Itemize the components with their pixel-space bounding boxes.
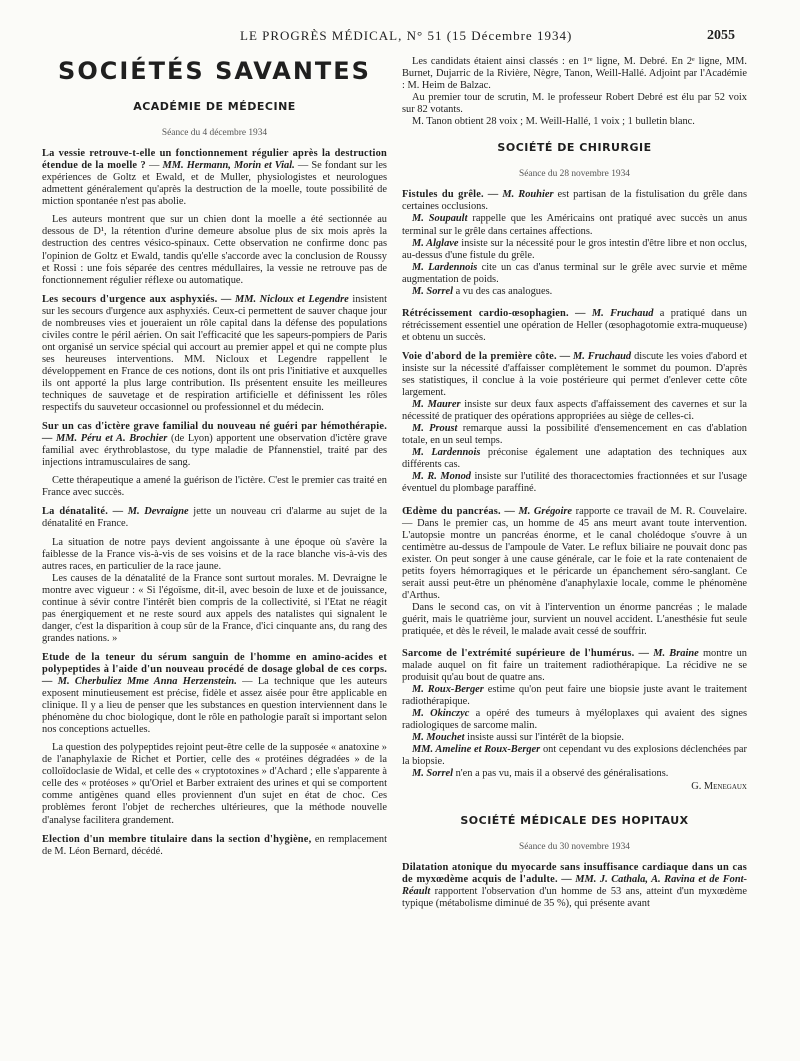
article-authors: M. Roux-Berger xyxy=(412,684,484,696)
article-authors: — M. Fruchaud xyxy=(568,307,654,319)
article-text: (de Lyon) apportent une observation d'ictère grave familial avec érythroblastose, du type maladie de Pfannenstiel, traité par des injections intramusculaires de sang. xyxy=(42,433,388,469)
article-text: préconise également une adaptation des techniques aux différents cas. xyxy=(402,447,747,471)
article-text: insiste sur l'utilité des thoracectomies fractionnées et sur l'usage éventuel du plombage paraffiné. xyxy=(402,471,747,495)
article-election xyxy=(42,834,387,858)
right-column xyxy=(402,56,747,916)
article-dilatation-myocarde xyxy=(402,862,747,910)
paragraph xyxy=(402,262,747,286)
article-title: La dénatalité. xyxy=(42,506,109,518)
article-sarcome xyxy=(402,648,747,684)
article-authors: — M. Grégoire xyxy=(500,505,573,517)
article-text: est partisan de la fistulisation du grêle dans certaines occlusions. xyxy=(402,189,747,213)
article-authors: — M. Fruchaud xyxy=(556,350,632,362)
article-text: insiste sur deux faux aspects d'affaissement des cavernes et sur la nécessité de pratiquer des opérations appropriées au siège de celles-ci. xyxy=(402,399,747,423)
article-text: remarque aussi la possibilité d'ensemencement en cas d'ablation totale, en un seul temps. xyxy=(402,423,747,447)
article-authors: — M. Cherbuliez Mme Anna Herzenstein. xyxy=(42,676,237,688)
article-text: cite un cas d'anus terminal sur le grêle avec survie et même augmentation de poids. xyxy=(402,261,748,285)
article-authors: M. Lardennois xyxy=(412,261,478,273)
article-authors: M. R. Monod xyxy=(412,471,471,483)
article-title: Voie d'abord de la première côte. xyxy=(402,350,557,362)
article-text: a opéré des tumeurs à myéloplaxes qui avaient des signes radiologiques de sarcome malin. xyxy=(402,708,747,732)
article-authors: M. Mouchet xyxy=(412,732,465,744)
running-header xyxy=(0,28,800,46)
article-text: rapporte ce travail de M. R. Couvelaire. — Dans le premier cas, un homme de 45 ans meurt avant toute intervention. L'autopsie montre un pancréas énorme, et le canal cholédoque s'ouvre à un centimètre au-dessus de l'ampoule de Vater. Le reflux biliaire ne pouvait donc pas exister. On peut songer à une cause générale, car le foie et la rate contenaient de petits foyers hémorragiques et le péricarde un épanchement séro-sanglant. Ce serait aussi peut-être un phénomène d'anaphylaxie locale, comme le phénomène d'Arthus. xyxy=(402,505,748,601)
page-number: 2055 xyxy=(707,28,735,43)
paragraph xyxy=(402,744,747,768)
article-text: — La technique que les auteurs exposent minutieusement est précise, fidèle et assez aisée pour être applicable en clinique. Il y a lieu de penser que les substances en question interviennent dans le phénomène du choc biologique, dont le rôle en pathologie paraît si important selon nos conceptions actuelles. xyxy=(42,676,387,736)
signature: G. Menegaux xyxy=(691,780,747,792)
article-title: Etude de la teneur du sérum sanguin de l'homme en amino-acides et polypeptides à l'aide d'un nouveau procédé de dosage global de ces corps. xyxy=(42,651,387,675)
article-authors: M. Maurer xyxy=(412,399,461,411)
article-authors: M. Sorrel xyxy=(412,285,453,297)
journal-title: LE PROGRÈS MÉDICAL, N° 51 (15 Décembre 1934) xyxy=(240,28,573,43)
article-title: Fistules du grêle. xyxy=(402,189,484,201)
article-premiere-cote xyxy=(402,351,747,399)
article-title: Œdème du pancréas. xyxy=(402,505,501,517)
article-text: insiste sur la nécessité pour le gros intestin d'être libre et non occlus, au-dessus d'une fistule du grêle. xyxy=(402,237,748,261)
article-serum xyxy=(42,652,387,736)
article-title: Rétrécissement cardio-œsophagien. xyxy=(402,307,569,319)
article-authors: M. Lardennois xyxy=(412,447,481,459)
article-denatalite xyxy=(42,506,387,530)
article-vessie xyxy=(42,148,387,208)
article-ictere xyxy=(42,421,387,469)
article-title: Dilatation atonique du myocarde sans insuffisance cardiaque dans un cas de myxœdème acquis de l'adulte. xyxy=(402,861,747,885)
article-authors: — MM. Nicloux et Legendre xyxy=(217,293,349,305)
session-date: Séance du 4 décembre 1934 xyxy=(161,128,268,139)
article-authors: — M. Braine xyxy=(634,648,699,660)
paragraph: Les candidats étaient ainsi classés : en 1ʳᵉ ligne, M. Debré. En 2ᵉ ligne, MM. Burnet, Dujarric de la Rivière, Nègre, Tanon, Weill-Hallé. Adjoint par l'Académie : M. Heim de Balzac. xyxy=(402,56,747,92)
session-date: Séance du 30 novembre 1934 xyxy=(519,841,630,852)
article-text: n'en a pas vu, mais il a observé des généralisations. xyxy=(453,768,669,780)
paragraph xyxy=(402,768,747,780)
article-authors: — M. Devraigne xyxy=(108,506,189,518)
paragraph xyxy=(402,423,747,447)
article-retrecissement xyxy=(402,308,747,344)
paragraph xyxy=(402,471,747,495)
page-title: SOCIÉTÉS SAVANTES xyxy=(58,57,371,85)
article-authors: — MM. J. Cathala, A. Ravina et de Font-Réault xyxy=(402,873,747,897)
paragraph xyxy=(402,447,747,471)
article-authors: MM. Hermann, Morin et Vial. xyxy=(162,160,295,172)
section-title-chirurgie: SOCIÉTÉ DE CHIRURGIE xyxy=(497,141,652,155)
article-text: insiste aussi sur l'intérêt de la biopsie. xyxy=(464,732,624,744)
article-text: ont cependant vu des explosions déclenchées par la biopsie. xyxy=(402,744,747,768)
article-text: montre un malade auquel on fit faire un traitement radiothérapique. La récidive ne se produisit qu'au bout de quatre ans. xyxy=(402,648,747,684)
article-title: Sur un cas d'ictère grave familial du nouveau né guéri par hémothérapie. xyxy=(42,421,387,433)
article-title: Election d'un membre titulaire dans la section d'hygiène, xyxy=(42,833,312,845)
article-oedeme-pancreas xyxy=(402,506,747,602)
paragraph xyxy=(402,399,747,423)
article-text: — Se fondant sur les expériences de Goltz et Ewald, et de Muller, physiologistes et neurologues admettent généralement qu'après la destruction de la moelle, toute possibilité de miction spontanée n'est pas abolie. xyxy=(42,160,387,208)
article-text: discute les voies d'abord et insiste sur la nécessité d'affaisser complètement le sommet du poumon. D'après ses statistiques, il conclue à la voie postérieure qui permet d'enlever cette côte largement. xyxy=(402,350,747,399)
separator: — xyxy=(145,160,163,172)
article-authors: — MM. Péru et A. Brochier xyxy=(42,433,168,445)
article-text: a pratiqué dans un rétrécissement essentiel une opération de Heller (œsophagotomie extra-muqueuse) et obtenu un succès. xyxy=(402,307,747,343)
article-authors: M. Alglave xyxy=(412,237,459,249)
article-fistules xyxy=(402,189,747,213)
article-authors: — M. Rouhier xyxy=(483,189,554,201)
article-text: rapportent l'observation d'un homme de 53 ans, atteint d'un myxœdème typique (métabolisme diminué de 35 %), qui présente avant xyxy=(402,885,747,909)
article-authors: M. Sorrel xyxy=(412,768,453,780)
article-authors: M. Okinczyc xyxy=(412,708,470,720)
paragraph xyxy=(402,286,747,298)
article-text: insistent sur les secours d'urgence aux asphyxiés. Ceux-ci permettent de sauver chaque jour de nombreuses vies et joueraient un rôle capital dans la défense des populations civiles contre le péril aérien. On sait l'efficacité que les sapeurs-pompiers de Paris ont organisé un service spécial qui accourt au premier appel et qui ne compte plus ses heureuses interventions. MM. Nicloux et Legendre rappellent le développement en France de ces notions, dont ils ont pris l'initiative et auxquelles ils ont apporté la plus large contribution. Ils présentent ensuite les meilleures techniques de sauvetage et de respiration artificielle et définissent les rôles respectifs du sauveteur occasionnel ou professionnel et du médecin. xyxy=(42,293,387,414)
article-text: rappelle que les Américains ont pratiqué avec succès un anus terminal sur le grêle dans certaines affections. xyxy=(402,213,747,237)
article-text: estime qu'on peut faire une biopsie juste avant le traitement radiothérapique. xyxy=(402,684,747,708)
article-authors: M. Proust xyxy=(412,423,458,435)
article-authors: M. Soupault xyxy=(412,213,468,225)
paragraph xyxy=(402,238,747,262)
left-column xyxy=(42,56,387,864)
paragraph: M. Tanon obtient 28 voix ; M. Weill-Hallé, 1 voix ; 1 bulletin blanc. xyxy=(412,116,695,128)
section-title-hopitaux: SOCIÉTÉ MÉDICALE DES HOPITAUX xyxy=(460,813,689,827)
article-title: Les secours d'urgence aux asphyxiés. xyxy=(42,293,218,305)
paragraph: Les causes de la dénatalité de la France sont surtout morales. M. Devraigne le montre avec vigueur : « Si l'égoïsme, dit-il, avec besoin de luxe et de jouissance, continue à sévir contre l'intérêt bien compris de la collectivité, si l'Etat ne réagit pas énergiquement et ne reste sourd aux appels des natalistes qui signalent le danger, c'est la disparition à coup sûr de la France, d'ici cinquante ans, du rang des grandes nations. » xyxy=(42,572,387,644)
paragraph: Cette thérapeutique a amené la guérison de l'ictère. C'est le premier cas traité en France avec succès. xyxy=(42,475,387,499)
paragraph: Au premier tour de scrutin, M. le professeur Robert Debré est élu par 52 voix sur 82 votants. xyxy=(402,92,747,116)
section-title-academie: ACADÉMIE DE MÉDECINE xyxy=(133,100,296,114)
article-text: jette un nouveau cri d'alarme au sujet de la dénatalité en France. xyxy=(42,506,387,530)
paragraph xyxy=(402,684,747,708)
paragraph: La situation de notre pays devient angoissante à une époque où s'avère la faiblesse de la France vis-à-vis de ses voisins et de la race blanche vis-à-vis des autres races, en particulier de la race jaune. xyxy=(42,536,387,572)
paragraph xyxy=(402,732,747,744)
article-title: Sarcome de l'extrémité supérieure de l'humérus. xyxy=(402,648,635,660)
paragraph xyxy=(402,708,747,732)
session-date: Séance du 28 novembre 1934 xyxy=(519,169,630,180)
article-text: en remplacement de M. Léon Bernard, décédé. xyxy=(42,833,387,857)
article-text: a vu des cas analogues. xyxy=(453,285,553,297)
paragraph: Dans le second cas, on vit à l'intervention un énorme pancréas ; le malade guérit, mais le quatrième jour, survient un nouvel accident. L'anesthésie fut seule pratiquée, et dès le réveil, le malade avait cessé de souffrir. xyxy=(402,601,747,637)
paragraph: Les auteurs montrent que sur un chien dont la moelle a été sectionnée au dessous de D¹, la rétention d'urine demeure absolue plus de six mois après la destruction des centres vésico-spinaux. Cette observation ne confirme donc pas l'opinion de Goltz et Ewald, tandis qu'elle s'accorde avec la conclusion de Roussy et Rossi : une fois séparée des centres médullaires, la vessie ne retrouve pas de fonctionnement régulier réflexe ou automatique. xyxy=(42,214,387,286)
article-title: La vessie retrouve-t-elle un fonctionnement régulier après la destruction étendue de la moelle ? xyxy=(42,148,387,172)
article-authors: MM. Ameline et Roux-Berger xyxy=(412,744,541,756)
article-secours xyxy=(42,294,387,414)
paragraph: La question des polypeptides rejoint peut-être celle de la supposée « anatoxine » de l'anaphylaxie de Richet et Portier, celle des « protéines dégradées » de la colloïdoclasie de Widal, et celle des « cryptotoxines » d'Achard ; elle s'apparente à celle des « protéoses » qu'Oriel et Barber extraient des urines et qui se comportent comme antigènes quand elles proviennent d'un sujet en état de choc. Ces problèmes feront l'objet de recherches ultérieures, que la méthode nouvelle d'analyse facilitera grandement. xyxy=(42,742,387,826)
paragraph xyxy=(402,213,747,237)
